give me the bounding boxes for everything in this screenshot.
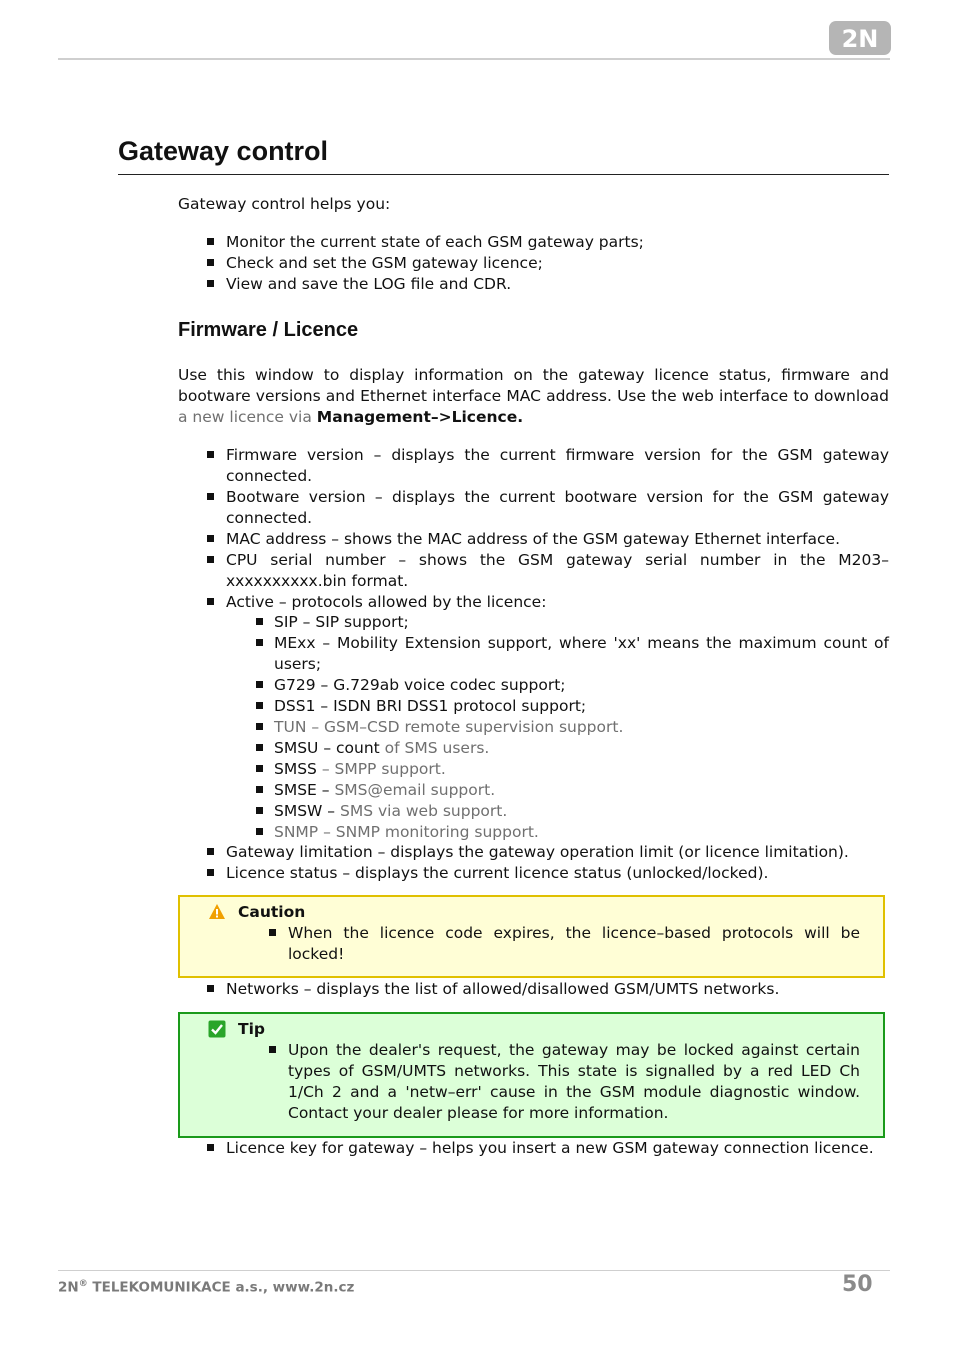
tip-box: [178, 1012, 885, 1138]
page-title: Gateway control: [118, 136, 329, 166]
title-underline: [118, 174, 889, 175]
caution-list: [238, 923, 860, 965]
protocol-smse-desc: SMS@email support.: [329, 781, 496, 799]
protocol-smsu: [178, 738, 889, 759]
footer-company-text: TELEKOMUNIKACE a.s., www.2n.cz: [87, 1279, 355, 1296]
protocol-dss1: DSS1 – ISDN BRI DSS1 protocol support;: [178, 696, 889, 717]
registered-mark: ®: [78, 1279, 88, 1289]
list-item-gateway-limitation: Gateway limitation – displays the gateway operation limit (or licence limitation).: [178, 842, 889, 863]
protocol-smse: [178, 780, 889, 801]
protocol-smse-label: SMSE –: [274, 781, 330, 799]
active-label: Active – protocols allowed by the licence:: [226, 593, 547, 611]
active-protocols-list: [178, 612, 889, 843]
protocol-tun: TUN – GSM–CSD remote supervision support.: [178, 717, 889, 738]
protocol-sip: SIP – SIP support;: [178, 612, 889, 633]
networks-list: [178, 979, 889, 1000]
list-item-mac: MAC address – shows the MAC address of the GSM gateway Ethernet interface.: [178, 529, 889, 550]
warning-icon: [208, 903, 226, 921]
protocol-snmp: SNMP – SNMP monitoring support.: [178, 822, 889, 843]
intro-text: Gateway control helps you:: [178, 195, 391, 213]
paragraph-text: Use this window to display information on the gateway licence status, firmware and bootware versions and Ethernet interface MAC address. Use the web interface to download: [178, 366, 889, 405]
section-heading: Firmware / Licence: [178, 319, 359, 341]
footer-company: [58, 1279, 354, 1296]
list-item-firmware: Firmware version – displays the current firmware version for the GSM gateway connected.: [178, 445, 889, 487]
list-item: Monitor the current state of each GSM gateway parts;: [178, 232, 889, 253]
svg-text:2N: 2N: [841, 25, 879, 53]
list-item-licence-status: Licence status – displays the current licence status (unlocked/locked).: [178, 863, 889, 884]
list-item-cpu-serial: CPU serial number – shows the GSM gateway serial number in the M203–xxxxxxxxxx.bin format.: [178, 550, 889, 592]
list-item-networks: Networks – displays the list of allowed/disallowed GSM/UMTS networks.: [178, 979, 889, 1000]
protocol-smsw: [178, 801, 889, 822]
list-item: View and save the LOG file and CDR.: [178, 274, 889, 295]
section-paragraph: [178, 365, 889, 428]
footer-rule: [58, 1270, 890, 1271]
protocol-smsw-label: SMSW –: [274, 802, 336, 820]
list-item: Check and set the GSM gateway licence;: [178, 253, 889, 274]
paragraph-gray-text: a new licence via: [178, 408, 317, 426]
list-item-licence-key: Licence key for gateway – helps you insert a new GSM gateway connection licence.: [178, 1138, 889, 1159]
footer-brand: 2N: [58, 1279, 79, 1296]
protocol-smss-label: SMSS: [274, 760, 317, 778]
protocol-smsu-label: SMSU – count: [274, 739, 380, 757]
protocol-mexx: MExx – Mobility Extension support, where 'xx' means the maximum count of users;: [178, 633, 889, 675]
caution-title: Caution: [238, 903, 306, 921]
field-list-continued: [178, 842, 889, 884]
2n-logo-icon: [828, 20, 892, 56]
protocol-smsw-desc: SMS via web support.: [335, 802, 508, 820]
tip-list: [238, 1040, 860, 1124]
list-item-bootware: Bootware version – displays the current bootware version for the GSM gateway connected.: [178, 487, 889, 529]
check-icon: [208, 1020, 226, 1038]
protocol-smss-desc: – SMPP support.: [316, 760, 446, 778]
field-list: [178, 445, 889, 613]
protocol-g729: G729 – G.729ab voice codec support;: [178, 675, 889, 696]
caution-text: When the licence code expires, the licence–based protocols will be locked!: [238, 923, 860, 965]
list-item-active: [178, 592, 889, 613]
intro-list: [178, 232, 889, 295]
protocol-smss: [178, 759, 889, 780]
menu-path: Management–>Licence.: [316, 408, 524, 426]
licence-key-list: [178, 1138, 889, 1159]
caution-box: [178, 895, 885, 978]
tip-title: Tip: [238, 1020, 265, 1038]
tip-text: Upon the dealer's request, the gateway may be locked against certain types of GSM/UMTS networks. This state is signalled by a red LED Ch 1/Ch 2 and a 'netw–err' cause in the GSM module diagnostic window. Contact your dealer please for more information.: [238, 1040, 860, 1124]
header-rule: [58, 58, 890, 60]
page-number: 50: [842, 1272, 873, 1297]
protocol-smsu-desc: of SMS users.: [379, 739, 490, 757]
